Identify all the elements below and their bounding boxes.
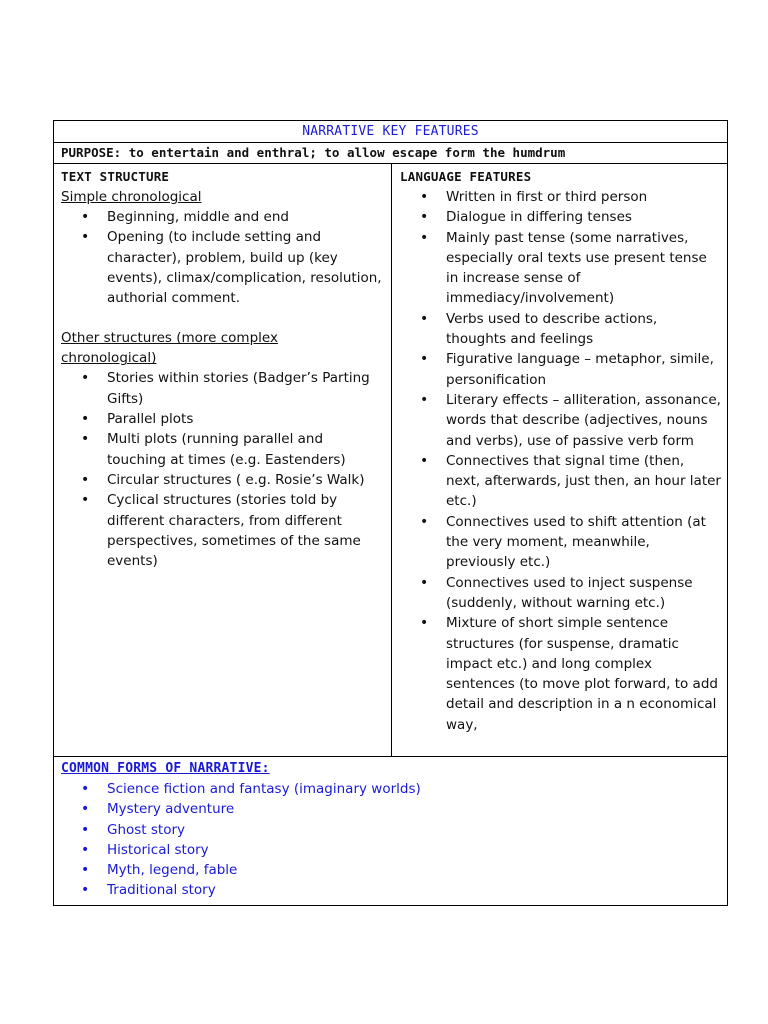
list-item: • Stories within stories (Badger’s Parting Gifts) (61, 368, 385, 409)
narrative-features-table (53, 120, 728, 906)
list-item: • Connectives used to shift attention (at the very moment, meanwhile, previously etc.) (400, 512, 721, 573)
common-forms-heading: COMMON FORMS OF NARRATIVE: (61, 761, 270, 776)
list-item: • Science fiction and fantasy (imaginary worlds) (61, 779, 721, 799)
list-item: • Dialogue in differing tenses (400, 207, 721, 227)
list-item: • Written in first or third person (400, 187, 721, 207)
other-structures-heading: Other structures (more complex chronological) (61, 330, 278, 367)
language-features-column (392, 164, 727, 756)
list-item: • Multi plots (running parallel and touching at times (e.g. Eastenders) (61, 429, 385, 470)
list-item: • Cyclical structures (stories told by different characters, from different perspectives, sometimes of the same events) (61, 490, 385, 571)
list-item: • Figurative language – metaphor, simile, personification (400, 349, 721, 390)
table-title: NARRATIVE KEY FEATURES (54, 121, 727, 143)
list-item: • Opening (to include setting and character), problem, build up (key events), climax/complication, resolution, authorial comment. (61, 227, 385, 308)
list-item: • Mainly past tense (some narratives, especially oral texts use present tense in increase sense of immediacy/involvement) (400, 228, 721, 309)
list-item: • Connectives that signal time (then, next, afterwards, just then, an hour later etc.) (400, 451, 721, 512)
features-columns (54, 164, 727, 757)
common-forms-section (54, 757, 727, 905)
list-item: • Literary effects – alliteration, assonance, words that describe (adjectives, nouns and verbs), use of passive verb form (400, 390, 721, 451)
list-item: • Myth, legend, fable (61, 860, 721, 880)
text-structure-heading: TEXT STRUCTURE (61, 169, 170, 184)
list-item: • Ghost story (61, 820, 721, 840)
common-forms-list (61, 779, 721, 901)
list-item: • Historical story (61, 840, 721, 860)
list-item: • Verbs used to describe actions, thoughts and feelings (400, 309, 721, 350)
language-features-heading: LANGUAGE FEATURES (400, 169, 532, 184)
simple-chronological-heading: Simple chronological (61, 189, 202, 205)
language-features-list (400, 187, 721, 735)
list-item: • Connectives used to inject suspense (suddenly, without warning etc.) (400, 573, 721, 614)
purpose-row: PURPOSE: to entertain and enthral; to allow escape form the humdrum (54, 143, 727, 164)
list-item: • Mixture of short simple sentence structures (for suspense, dramatic impact etc.) and long complex sentences (to move plot forward, to add detail and description in a n economical way, (400, 613, 721, 735)
list-item: • Circular structures ( e.g. Rosie’s Walk) (61, 470, 385, 490)
other-structures-list (61, 368, 385, 571)
list-item: • Mystery adventure (61, 799, 721, 819)
text-structure-column (54, 164, 392, 756)
list-item: • Traditional story (61, 880, 721, 900)
simple-chronological-list (61, 207, 385, 308)
list-item: • Parallel plots (61, 409, 385, 429)
list-item: • Beginning, middle and end (61, 207, 385, 227)
